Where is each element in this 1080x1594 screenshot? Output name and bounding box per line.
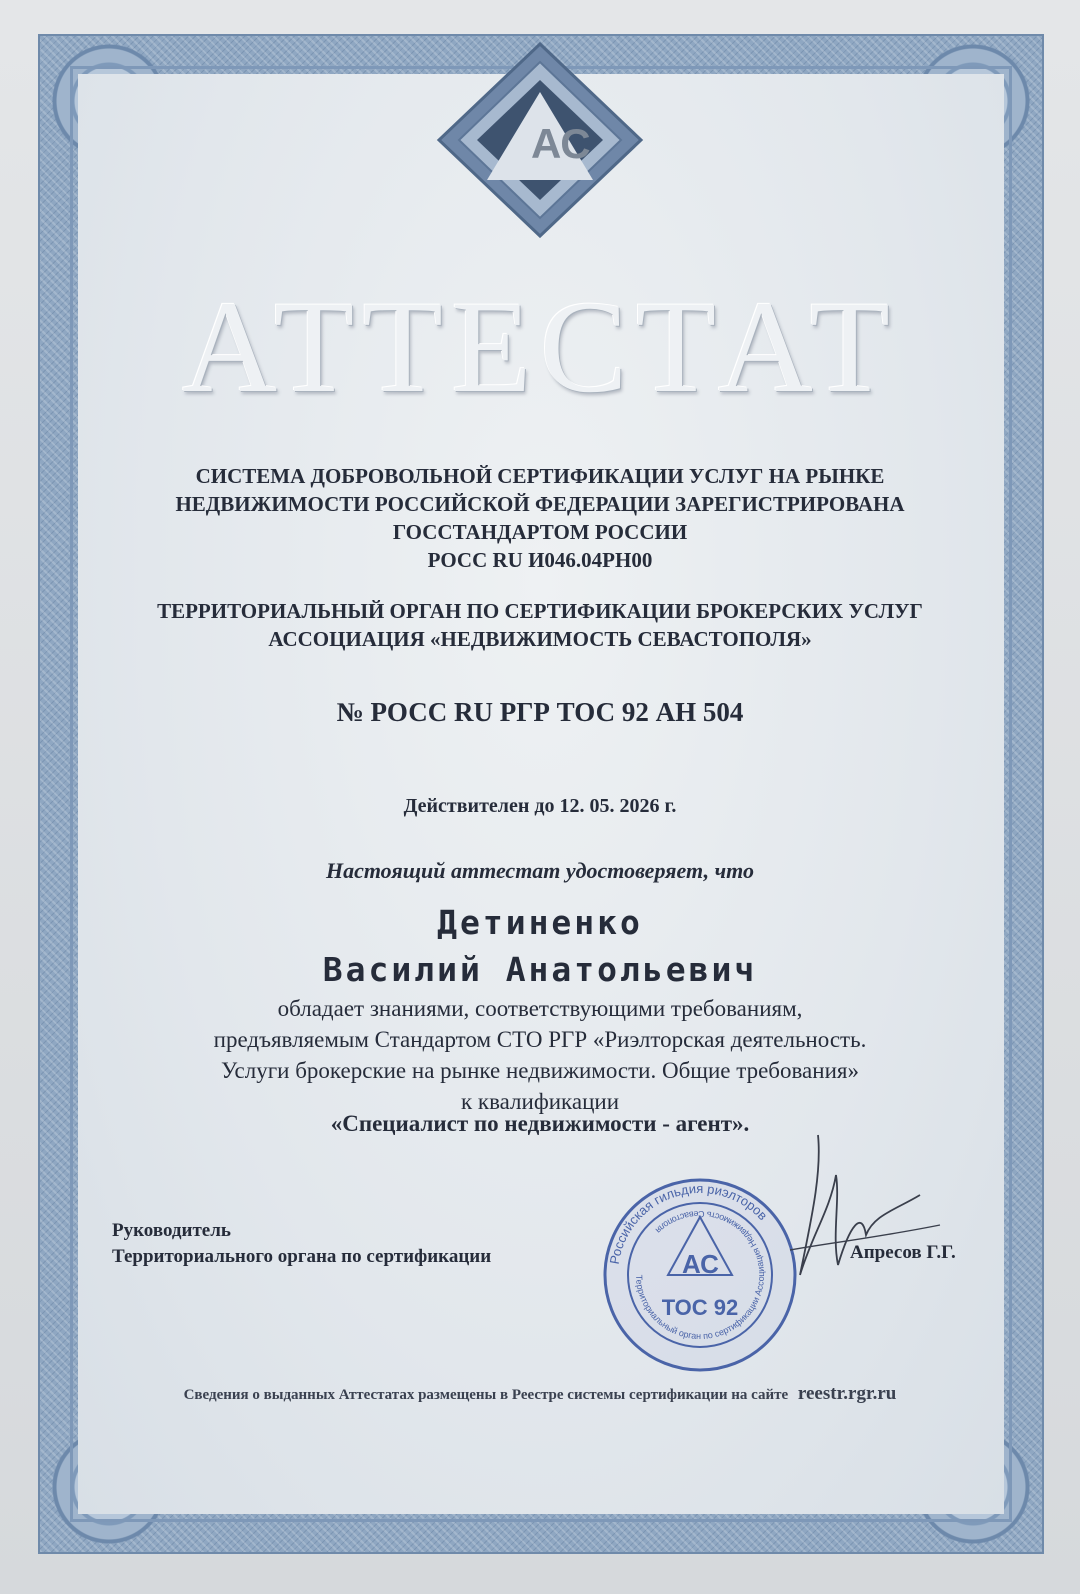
stamp-inner-text: Территориальный орган по сертификации Ассоциация Недвижимость Севастополя (633, 1208, 767, 1342)
footer-text: Сведения о выданных Аттестатах размещены в Реестре системы сертификации на сайте (183, 1387, 789, 1403)
heading-line: ГОССТАНДАРТОМ РОССИИ (392, 520, 688, 544)
holder-given-names: Василий Анатольевич (322, 950, 758, 989)
signatory-label-line: Руководитель (112, 1220, 231, 1241)
stamp-code: ТОС 92 (661, 1295, 739, 1320)
body-line: к квалификации (460, 1089, 620, 1114)
qualification-title: «Специалист по недвижимости - агент». (330, 1111, 750, 1136)
signatory-name: Апресов Г.Г. (850, 1242, 956, 1263)
rgr-logo (435, 40, 645, 240)
stamp-letters: АС (682, 1249, 719, 1279)
certificate-number: № РОСС RU РГР ТОС 92 АН 504 (336, 697, 744, 727)
body-line: обладает знаниями, соответствующими требованиям, (277, 996, 803, 1021)
document-title: АТТЕСТАТ (181, 273, 899, 420)
holder-surname: Детиненко (437, 903, 643, 942)
heading-line: НЕДВИЖИМОСТИ РОССИЙСКОЙ ФЕДЕРАЦИИ ЗАРЕГИСТРИРОВАНА (175, 492, 905, 516)
certifies-statement: Настоящий аттестат удостоверяет, что (325, 858, 754, 883)
heading-line: ТЕРРИТОРИАЛЬНЫЙ ОРГАН ПО СЕРТИФИКАЦИИ БРОКЕРСКИХ УСЛУГ (157, 599, 923, 623)
signatory-label-line: Территориального органа по сертификации (112, 1246, 492, 1267)
stamp-outer-text: Российская гильдия риэлторов (606, 1180, 771, 1266)
logo-letters: АС (531, 120, 591, 167)
valid-until: Действителен до 12. 05. 2026 г. (403, 795, 677, 817)
registration-code: РОСС RU И046.04РН00 (427, 548, 653, 572)
territorial-body-heading (0, 597, 1080, 653)
registry-footer (0, 1383, 1080, 1405)
heading-line: АССОЦИАЦИЯ «НЕДВИЖИМОСТЬ СЕВАСТОПОЛЯ» (268, 627, 812, 651)
certificate-body (0, 993, 1080, 1117)
certification-system-heading (0, 462, 1080, 574)
registry-url: reestr.rgr.ru (797, 1383, 897, 1404)
heading-line: СИСТЕМА ДОБРОВОЛЬНОЙ СЕРТИФИКАЦИИ УСЛУГ НА РЫНКЕ (195, 464, 885, 488)
body-line: Услуги брокерские на рынке недвижимости. Общие требования» (221, 1058, 859, 1083)
body-line: предъявляемым Стандартом СТО РГР «Риэлторская деятельность. (213, 1027, 867, 1052)
signatory-label (112, 1218, 491, 1270)
